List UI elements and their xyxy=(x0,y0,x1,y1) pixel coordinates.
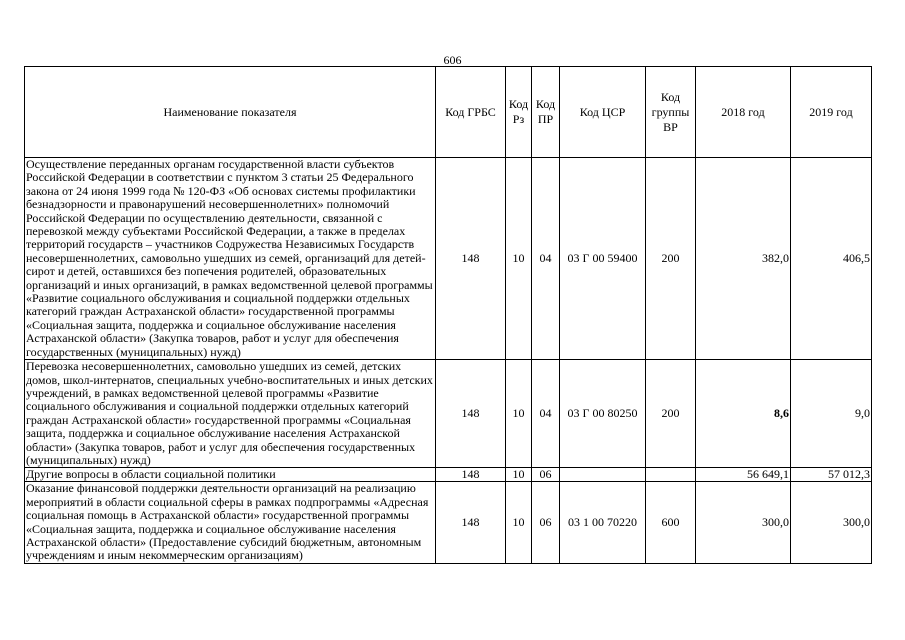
row-vr: 200 xyxy=(646,158,696,360)
row-grbs: 148 xyxy=(436,158,506,360)
row-2019: 300,0 xyxy=(791,482,872,563)
row-pr: 06 xyxy=(532,468,560,482)
header-grbs: Код ГРБС xyxy=(436,67,506,158)
header-rz: Код Рз xyxy=(506,67,532,158)
row-rz: 10 xyxy=(506,468,532,482)
header-2019: 2019 год xyxy=(791,67,872,158)
row-pr: 04 xyxy=(532,158,560,360)
row-rz: 10 xyxy=(506,158,532,360)
row-csr: 03 Г 00 59400 xyxy=(560,158,646,360)
row-name: Перевозка несовершеннолетних, самовольно ушедших из семей, детских домов, школ-интернатов, специальных учебно-воспитательных и иных детских учреждений, в рамках ведомственной целевой программы «Развитие социального обслуживания и социальной поддержки отдельных категорий граждан Астраханской области» государственной программы «Социальная защита, поддержка и социальное обслуживание населения Астраханской области» (Закупка товаров, работ и услуг для обеспечения государственных (муниципальных) нужд) xyxy=(25,360,436,468)
table-row xyxy=(25,360,872,468)
row-rz: 10 xyxy=(506,482,532,563)
table-row xyxy=(25,158,872,360)
row-2018: 382,0 xyxy=(696,158,791,360)
row-grbs: 148 xyxy=(436,482,506,563)
row-pr: 06 xyxy=(532,482,560,563)
row-2019: 9,0 xyxy=(791,360,872,468)
header-vr: Код группы ВР xyxy=(646,67,696,158)
row-vr: 600 xyxy=(646,482,696,563)
header-csr: Код ЦСР xyxy=(560,67,646,158)
row-2018: 56 649,1 xyxy=(696,468,791,482)
header-2018: 2018 год xyxy=(696,67,791,158)
row-vr xyxy=(646,468,696,482)
row-name: Осуществление переданных органам государственной власти субъектов Российской Федерации в соответствии с пунктом 3 статьи 25 Федерального закона от 24 июня 1999 года № 120-ФЗ «Об основах системы профилактики безнадзорности и правонарушений несовершеннолетних» полномочий Российской Федерации по осуществлению деятельности, связанной с перевозкой между субъектами Российской Федерации, а также в пределах территорий государств – участников Содружества Независимых Государств несовершеннолетних, самовольно ушедших из семей, организаций для детей-сирот и детей, оставшихся без попечения родителей, образовательных организаций и иных организаций, в рамках ведомственной целевой программы «Развитие социального обслуживания и социальной поддержки отдельных категорий граждан Астраханской области» государственной программы «Социальная защита, поддержка и социальное обслуживание населения Астраханской области» (Закупка товаров, работ и услуг для обеспечения государственных (муниципальных) нужд) xyxy=(25,158,436,360)
row-vr: 200 xyxy=(646,360,696,468)
row-name: Оказание финансовой поддержки деятельности организаций на реализацию мероприятий в области социальной сферы в рамках подпрограммы «Адресная социальная помощь в Астраханской области» государственной программы «Социальная защита, поддержка и социальное обслуживание населения Астраханской области» (Предоставление субсидий бюджетным, автономным учреждениям и иным некоммерческим организациям) xyxy=(25,482,436,563)
table-header-row xyxy=(25,67,872,158)
row-csr xyxy=(560,468,646,482)
row-2018: 300,0 xyxy=(696,482,791,563)
row-2018: 8,6 xyxy=(696,360,791,468)
row-grbs: 148 xyxy=(436,468,506,482)
header-pr: Код ПР xyxy=(532,67,560,158)
header-name: Наименование показателя xyxy=(25,67,436,158)
row-grbs: 148 xyxy=(436,360,506,468)
page-number: 606 xyxy=(443,53,462,67)
row-csr: 03 Г 00 80250 xyxy=(560,360,646,468)
row-2019: 57 012,3 xyxy=(791,468,872,482)
row-csr: 03 1 00 70220 xyxy=(560,482,646,563)
budget-table xyxy=(24,66,872,564)
row-2019: 406,5 xyxy=(791,158,872,360)
row-pr: 04 xyxy=(532,360,560,468)
table-row xyxy=(25,468,872,482)
table-row xyxy=(25,482,872,563)
row-name: Другие вопросы в области социальной политики xyxy=(25,468,436,482)
row-rz: 10 xyxy=(506,360,532,468)
